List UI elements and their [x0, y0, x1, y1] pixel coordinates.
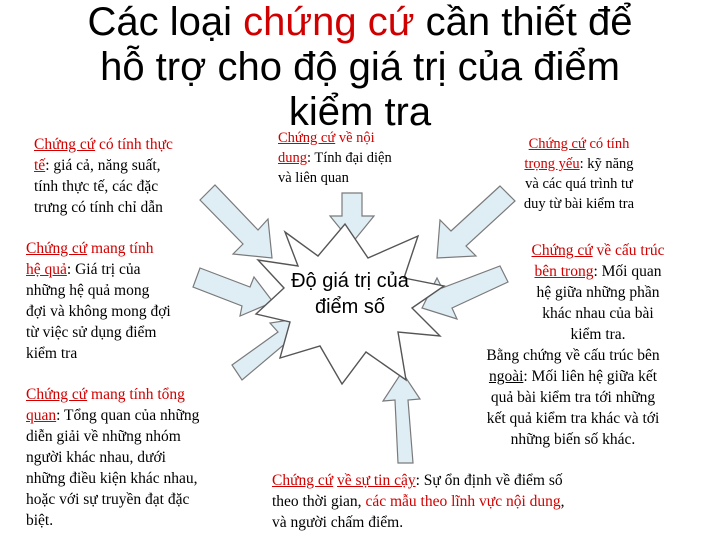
reliability-l3: và người chấm điểm. — [272, 514, 404, 531]
consequence-l2: : Giá trị của — [66, 261, 141, 278]
structure-l7-u: ngoài — [488, 368, 524, 385]
reliability-l2-a: theo thời gian, — [272, 493, 366, 510]
reliability-l2-red: các mẫu theo lĩnh vực nội dung — [365, 493, 561, 510]
structure-l8: quả bài kiểm tra tới những — [490, 389, 656, 406]
structure-l5: kiểm tra. — [570, 326, 626, 343]
important-l4: duy từ bài kiểm tra — [523, 196, 635, 212]
practical-l1: có tính thực — [95, 136, 173, 153]
term: Chứng cứ — [528, 136, 586, 152]
content-l2: : Tính đại diện — [307, 150, 392, 166]
evidence-content — [278, 128, 448, 188]
structure-l9: kết quả kiểm tra khác và tới — [486, 410, 660, 427]
term: Chứng cứ — [272, 472, 334, 489]
center-line2: điểm số — [314, 296, 386, 318]
general-l1: mang tính tổng — [87, 386, 185, 403]
important-l1: có tính — [585, 136, 630, 152]
evidence-general — [26, 384, 256, 531]
evidence-consequence — [26, 238, 216, 364]
practical-l2: : giá cả, năng suất, — [45, 157, 161, 174]
important-l2-u: trọng yếu — [524, 156, 580, 172]
term: Chứng cứ — [26, 386, 88, 403]
general-l7: biệt. — [26, 512, 54, 529]
general-l3: diễn giải về những nhóm — [26, 428, 181, 445]
consequence-l4: đợi và không mong đợi — [26, 303, 171, 320]
consequence-l2-u: hệ quả — [26, 261, 67, 278]
term: Chứng cứ — [26, 240, 88, 257]
important-l2: : kỹ năng — [579, 156, 634, 172]
structure-l2: : Mối quan — [593, 263, 662, 280]
practical-l3: tính thực tế, các đặc — [34, 178, 159, 195]
content-l3: và liên quan — [278, 170, 349, 186]
general-l6: hoặc với sự truyền đạt đặc — [26, 491, 190, 508]
arrow-bottom — [383, 372, 420, 463]
title-line3: kiểm tra — [288, 90, 432, 134]
evidence-reliability — [272, 470, 692, 533]
reliability-l2-b: , — [560, 493, 565, 510]
practical-l2-u: tế — [34, 157, 46, 174]
title-line1-a: Các loại — [87, 0, 244, 44]
practical-l4: trưng có tính chỉ dẫn — [34, 199, 163, 216]
term: Chứng cứ — [34, 136, 96, 153]
center-label — [265, 268, 435, 320]
important-l3: và các quá trình tư — [525, 176, 633, 192]
content-l2-u: dung — [278, 150, 307, 166]
evidence-practical — [34, 134, 234, 218]
term: Chứng cứ — [278, 130, 336, 146]
term: Chứng cứ — [531, 242, 593, 259]
content-l1: về nội — [335, 130, 375, 146]
general-l4: người khác nhau, dưới — [26, 449, 166, 466]
title-line1-b: cần thiết để — [414, 0, 633, 44]
structure-l1: về cấu trúc — [592, 242, 665, 259]
reliability-l1: : Sự ổn định về điểm số — [415, 472, 563, 489]
evidence-structure — [448, 240, 698, 450]
title-highlight: chứng cứ — [243, 0, 415, 44]
structure-l2-u: bên trong — [534, 263, 594, 280]
center-line1: Độ giá trị của — [291, 270, 409, 292]
consequence-l3: những hệ quả mong — [26, 282, 150, 299]
consequence-l5: từ việc sử dụng điểm — [26, 324, 157, 341]
structure-l3: hệ giữa những phần — [536, 284, 660, 301]
general-l2: : Tổng quan của những — [56, 407, 200, 424]
title-line2: hỗ trợ cho độ giá trị của điểm — [100, 45, 620, 89]
structure-l7: : Mối liên hệ giữa kết — [523, 368, 658, 385]
general-l5: những điều kiện khác nhau, — [26, 470, 198, 487]
evidence-important — [490, 134, 668, 214]
general-l2-u: quan — [26, 407, 57, 424]
structure-l6: Bằng chứng về cấu trúc bên — [486, 347, 660, 364]
reliability-l1-u: về sự tin cậy — [337, 472, 416, 489]
structure-l4: khác nhau của bài — [542, 305, 654, 322]
consequence-l6: kiểm tra — [26, 345, 78, 362]
structure-l10: những biến số khác. — [510, 431, 636, 448]
consequence-l1: mang tính — [87, 240, 154, 257]
